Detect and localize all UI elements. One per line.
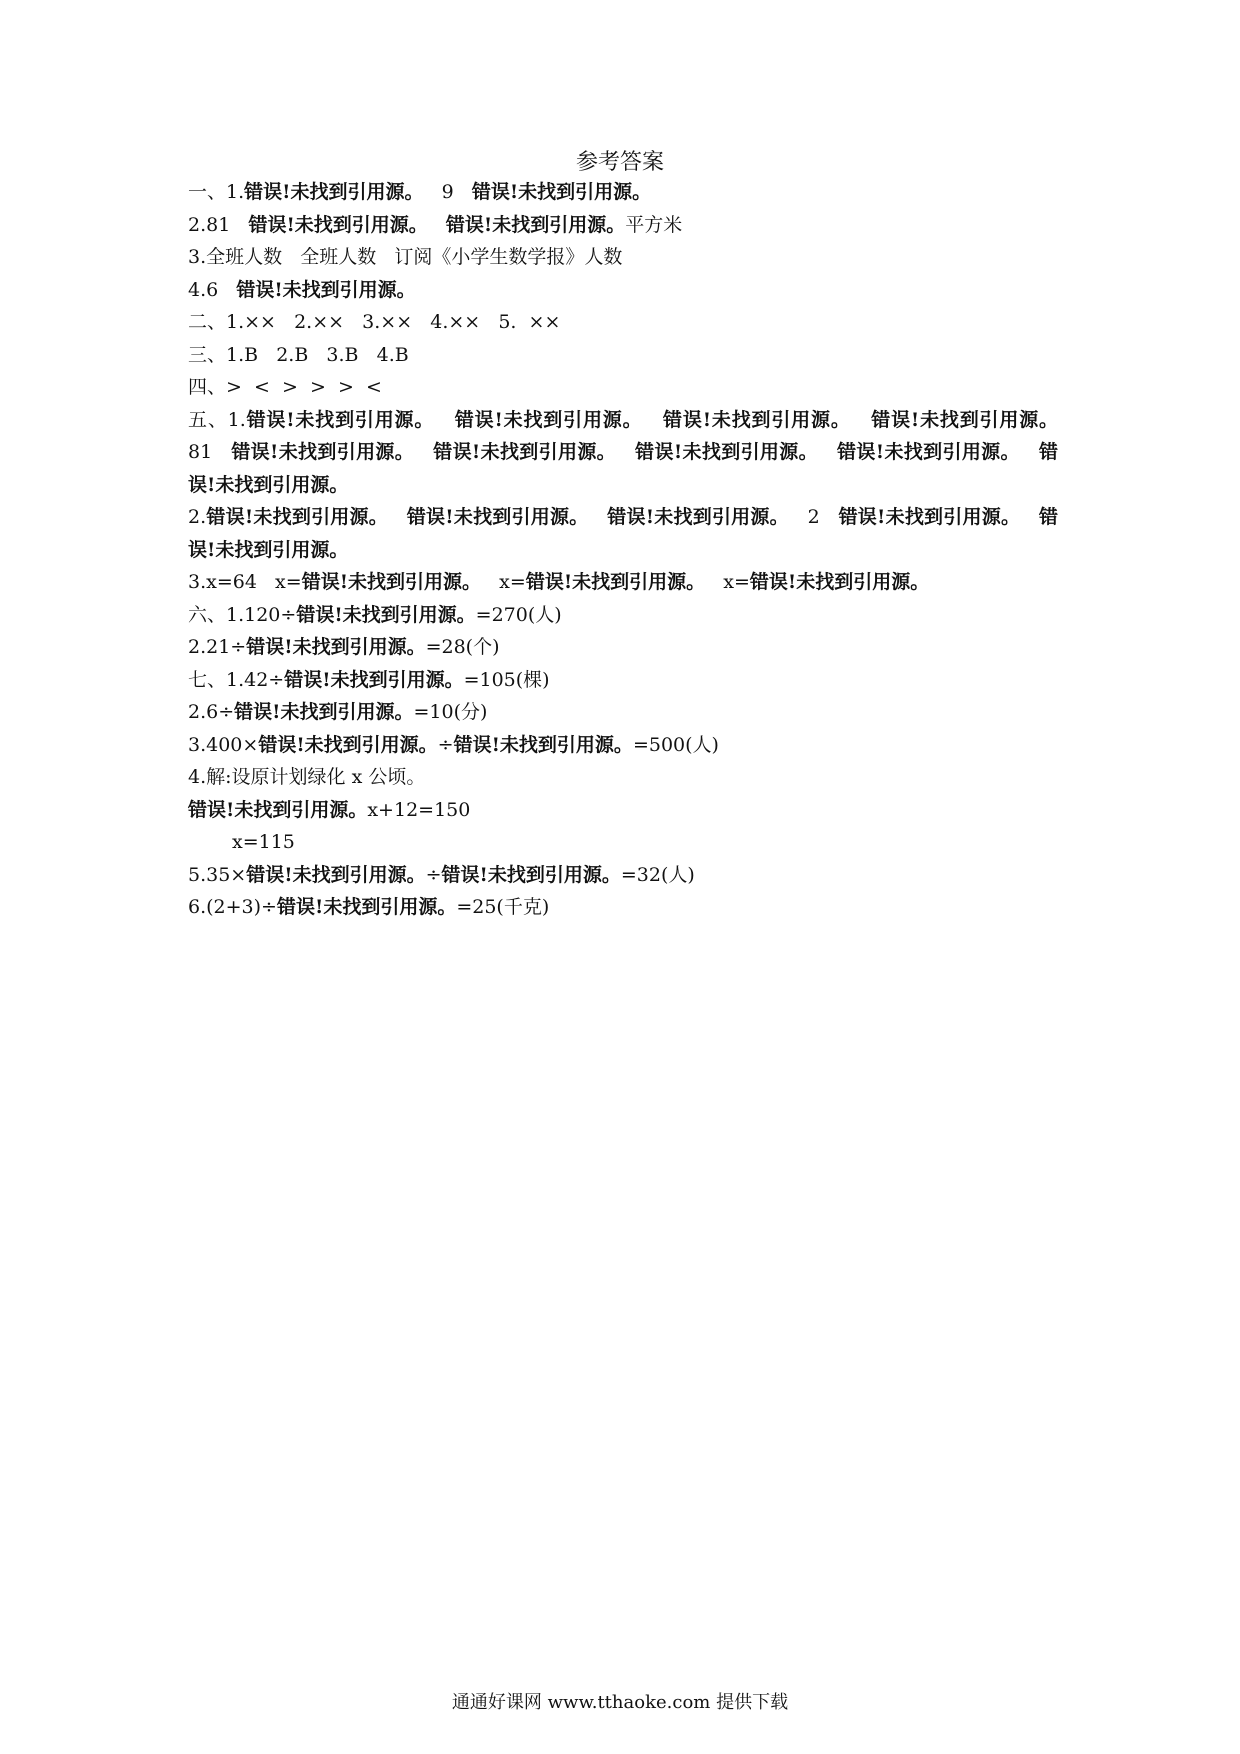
answer-text: =25(千克) xyxy=(456,896,550,918)
reference-error-text: 错误!未找到引用源。 xyxy=(837,441,1020,463)
reference-error-text: 错误!未找到引用源。 xyxy=(453,733,633,756)
reference-error-text: 错误!未找到引用源。 xyxy=(838,506,1021,528)
answer-line xyxy=(188,339,1058,372)
reference-error-text: 错误!未找到引用源。 xyxy=(188,506,1059,561)
answer-line xyxy=(188,306,1058,339)
answer-line xyxy=(188,729,1058,762)
answer-text: x+12=150 xyxy=(367,798,471,821)
reference-error-text: 错误!未找到引用源。 xyxy=(663,408,851,431)
reference-error-text: 错误!未找到引用源。 xyxy=(236,278,416,301)
answer-text xyxy=(1020,441,1039,463)
reference-error-text: 错误!未找到引用源。 xyxy=(188,441,1059,496)
answer-text: 三、1.B 2.B 3.B 4.B xyxy=(188,343,409,366)
reference-error-text: 错误!未找到引用源。 xyxy=(245,408,435,431)
page-title: 参考答案 xyxy=(575,150,664,175)
answer-line xyxy=(188,891,1058,924)
answer-text xyxy=(642,409,663,431)
reference-error-text: 错误!未找到引用源。 xyxy=(188,798,368,821)
page-footer: 通通好课网 www.tthaoke.com 提供下载 xyxy=(451,1692,789,1713)
reference-error-text: 错误!未找到引用源。 xyxy=(296,603,476,626)
answer-text: 2. xyxy=(188,506,207,528)
answer-line xyxy=(188,826,1058,859)
answer-line xyxy=(188,176,1058,209)
answer-text: 2 xyxy=(788,506,839,528)
answer-text xyxy=(428,214,446,236)
reference-error-text: 错误!未找到引用源。 xyxy=(441,863,621,886)
answer-line xyxy=(188,859,1058,892)
answer-text: 3.全班人数 全班人数 订阅《小学生数学报》人数 xyxy=(188,246,623,268)
answer-line xyxy=(188,696,1058,729)
answer-text: =500(人) xyxy=(632,733,719,756)
answer-line xyxy=(188,501,1058,566)
answer-line xyxy=(188,664,1058,697)
answer-text xyxy=(851,409,872,431)
answer-text: ÷ xyxy=(437,733,454,756)
reference-error-text: 错误!未找到引用源。 xyxy=(246,863,426,886)
answer-text: 2.81 xyxy=(188,213,249,236)
answer-line xyxy=(188,209,1058,242)
reference-error-text: 错误!未找到引用源。 xyxy=(406,506,589,528)
answer-text: 六、1.120÷ xyxy=(188,603,297,626)
reference-error-text: 错误!未找到引用源。 xyxy=(284,668,464,691)
reference-error-text: 错误!未找到引用源。 xyxy=(244,181,424,203)
reference-error-text: 错误!未找到引用源。 xyxy=(231,441,415,463)
answer-list xyxy=(188,176,1077,924)
answer-line xyxy=(188,631,1058,664)
answer-line xyxy=(188,761,1058,794)
answer-line xyxy=(188,566,1058,599)
answer-text: 五、1. xyxy=(188,408,246,431)
reference-error-text: 错误!未找到引用源。 xyxy=(471,181,652,203)
reference-error-text: 错误!未找到引用源。 xyxy=(246,636,426,658)
answer-line xyxy=(188,794,1058,827)
answer-text xyxy=(818,441,837,463)
answer-text: 平方米 xyxy=(625,213,683,236)
answer-text: 2.6÷ xyxy=(188,701,235,723)
answer-text: x= xyxy=(705,571,750,593)
reference-error-text: 错误!未找到引用源。 xyxy=(607,506,789,528)
answer-text: 4.6 xyxy=(188,278,237,301)
answer-line xyxy=(188,371,1058,404)
answer-text xyxy=(1020,506,1039,528)
answer-line xyxy=(188,274,1058,307)
reference-error-text: 错误!未找到引用源。 xyxy=(445,213,626,236)
reference-error-text: 错误!未找到引用源。 xyxy=(525,571,706,593)
answer-text: 9 xyxy=(423,181,472,203)
answer-text: 2.21÷ xyxy=(188,636,247,658)
reference-error-text: 错误!未找到引用源。 xyxy=(301,571,482,593)
answer-text: =105(棵) xyxy=(463,668,550,691)
answer-line xyxy=(188,599,1058,632)
answer-text: x=115 xyxy=(232,831,295,853)
reference-error-text: 错误!未找到引用源。 xyxy=(749,571,930,593)
answer-text xyxy=(434,409,455,431)
reference-error-text: 错误!未找到引用源。 xyxy=(234,701,414,723)
answer-text: 七、1.42÷ xyxy=(188,668,285,691)
answer-text: =28(个) xyxy=(425,636,500,658)
answer-text: ÷ xyxy=(425,863,442,886)
answer-text: =270(人) xyxy=(475,603,562,626)
answer-text: 四、> < > > > < xyxy=(188,376,382,398)
reference-error-text: 错误!未找到引用源。 xyxy=(454,408,643,431)
reference-error-text: 错误!未找到引用源。 xyxy=(276,896,457,918)
answer-line xyxy=(188,241,1058,274)
answer-text xyxy=(588,506,607,528)
reference-error-text: 错误!未找到引用源。 xyxy=(871,408,1059,431)
reference-error-text: 错误!未找到引用源。 xyxy=(433,441,617,463)
answer-text: x= xyxy=(481,571,526,593)
answer-text xyxy=(616,441,635,463)
answer-text: 4.解:设原计划绿化 x 公顷。 xyxy=(188,766,426,788)
answer-text: 3.x=64 x= xyxy=(188,571,302,593)
answer-text xyxy=(388,506,407,528)
answer-text: 5.35× xyxy=(188,863,247,886)
answer-text: =32(人) xyxy=(620,863,695,886)
answer-text: =10(分) xyxy=(413,701,488,723)
answer-text xyxy=(414,441,433,463)
answer-text: 81 xyxy=(188,408,1077,463)
reference-error-text: 错误!未找到引用源。 xyxy=(635,441,818,463)
reference-error-text: 错误!未找到引用源。 xyxy=(248,213,428,236)
answer-text: 3.400× xyxy=(188,733,259,756)
answer-text: 一、1. xyxy=(188,181,245,203)
answer-text: 6.(2+3)÷ xyxy=(188,896,277,918)
reference-error-text: 错误!未找到引用源。 xyxy=(258,733,438,756)
answer-text: 二、1.×× 2.×× 3.×× 4.×× 5. ×× xyxy=(188,311,561,333)
answer-line xyxy=(188,404,1077,502)
reference-error-text: 错误!未找到引用源。 xyxy=(206,506,388,528)
